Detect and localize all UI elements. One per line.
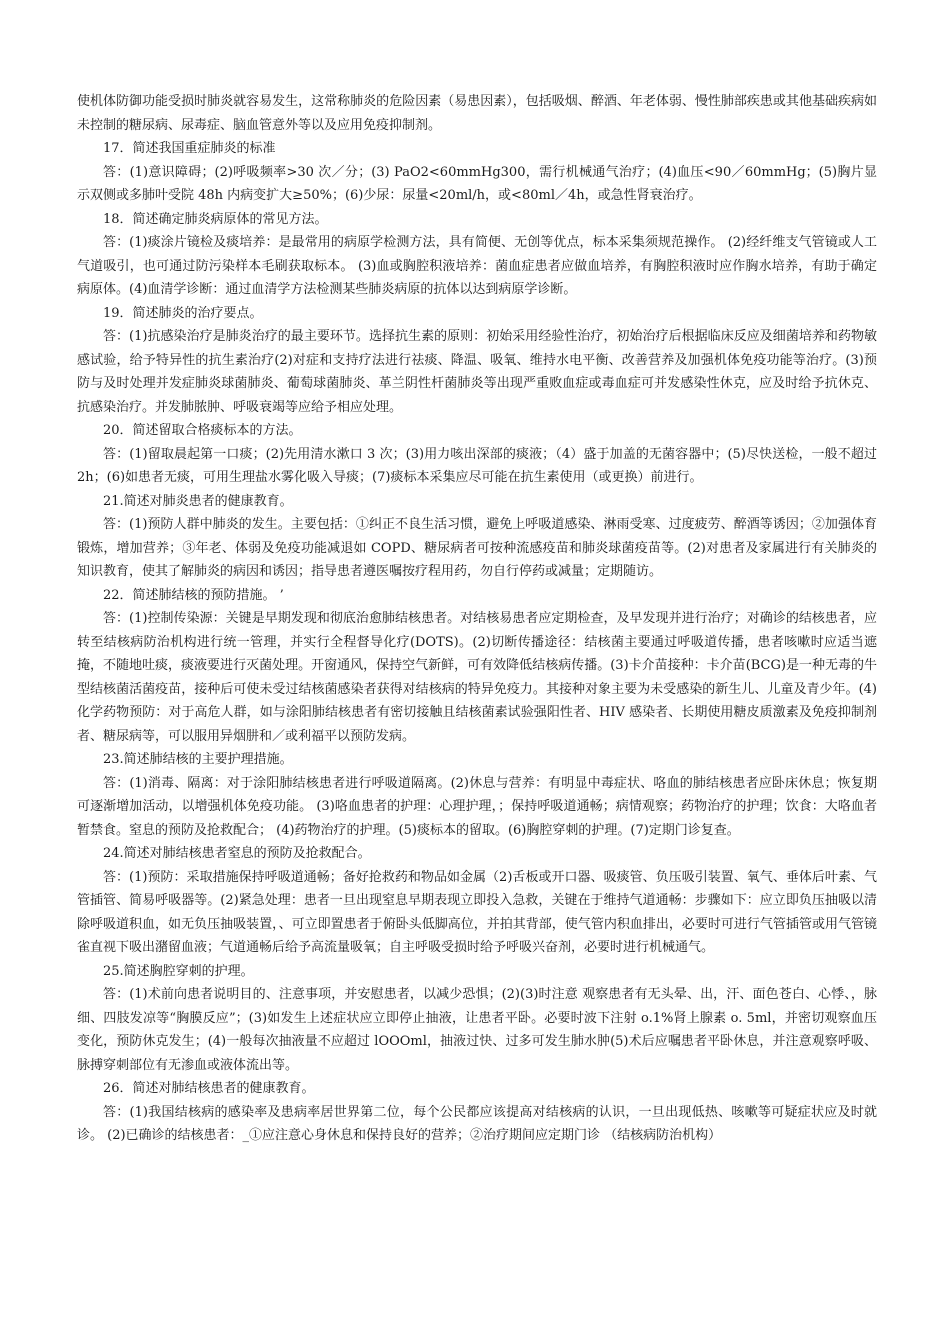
- document-page: [77, 90, 877, 1148]
- question-heading: 17．简述我国重症肺炎的标准: [103, 141, 276, 156]
- answer-paragraph: 答：(1)预防：采取措施保持呼吸道通畅；备好抢救药和物品如金属（2)舌板或开口器、吸痰管、负压吸引装置、氧气、垂体后叶素、气管插管、简易呼吸器等。(2)紧急处理：患者一旦出现窒息早期表现立即投入急救，关键在于维持气道通畅：步骤如下：应立即负压抽吸以清除呼吸道积血，如无负压抽吸装置，、可立即置患者于俯卧头低脚高位，并拍其背部，使气管内积血排出，必要时可进行气管插管或用气管镜雀直视下吸出潴留血液；气道通畅后给予高流量吸氧；自主呼吸受损时给予呼吸兴奋剂，必要时进行机械通气。: [77, 869, 877, 955]
- answer-paragraph: 答：(1)术前向患者说明目的、注意事项，并安慰患者，以减少恐惧；(2)(3)时注意 观察患者有无头晕、出，汗、面色苍白、心悸、，脉细、四肢发凉等“胸膜反应”；(3)如发生上述症状应立即停止抽液，让患者平卧。必要时波下注射 o.1%肾上腺素 o. 5ml，并密切观察血压变化，预防休克发生；(4)一般每次抽液量不应超过 lOOOml，抽液过快、过多可发生肺水肿(5)术后应嘱患者平卧休息，并注意观察呼吸、脉搏穿刺部位有无渗血或液体流出等。: [77, 987, 877, 1073]
- question-heading: 25.简述胸腔穿刺的护理。: [103, 963, 254, 979]
- question-heading: 23.简述肺结核的主要护理措施。: [103, 752, 293, 767]
- paragraph: 使机体防御功能受损时肺炎就容易发生，这常称肺炎的危险因素（易患因素），包括吸烟、醉酒、年老体弱、慢性肺部疾患或其他基础疾病如未控制的糖尿病、尿毒症、脑血管意外等以及应用免疫抑制剂。: [77, 94, 877, 133]
- answer-paragraph: 答：(1)抗感染治疗是肺炎治疗的最主要环节。选择抗生素的原则：初始采用经验性治疗，初始治疗后根据临床反应及细菌培养和药物敏感试验，给予特异性的抗生素治疗(2)对症和支持疗法进行祛痰、降温、吸氧、维持水电平衡、改善营养及加强机体免疫功能等治疗。(3)预防与及时处理并发症肺炎球菌肺炎、葡萄球菌肺炎、革兰阴性杆菌肺炎等出现严重败血症或毒血症可并发感染性休克，应及时给予抗休克、抗感染治疗。并发肺脓肿、呼吸衰竭等应给予相应处理。: [77, 329, 877, 415]
- question-heading: 19．简述肺炎的治疗要点。: [103, 305, 263, 321]
- question-heading: 26．简述对肺结核患者的健康教育。: [103, 1081, 315, 1096]
- answer-paragraph: 答：(1)痰涂片镜检及痰培养：是最常用的病原学检测方法，具有简便、无创等优点，标本采集须规范操作。 (2)经纤维支气管镜或人工气道吸引，也可通过防污染样本毛刷获取标本。 (3)血或胸腔积液培养：菌血症患者应做血培养，有胸腔积液时应作胸水培养，有助于确定病原体。(4)血清学诊断：通过血清学方法检测某些肺炎病原的抗体以达到病原学诊断。: [77, 235, 877, 297]
- answer-paragraph: 答：(1)消毒、隔离：对于涂阳肺结核患者进行呼吸道隔离。(2)休息与营养：有明显中毒症状、咯血的肺结核患者应卧床休息；恢复期可逐渐增加活动，以增强机体免疫功能。 (3)咯血患者的护理：心理护理，；保持呼吸道通畅；病情观察；药物治疗的护理；饮食：大咯血者暂禁食。窒息的预防及抢救配合； (4)药物治疗的护理。(5)痰标本的留取。(6)胸腔穿刺的护理。(7)定期门诊复查。: [77, 775, 877, 838]
- answer-paragraph: 答：(1)预防人群中肺炎的发生。主要包括：①纠正不良生活习惯，避免上呼吸道感染、淋雨受寒、过度疲劳、醉酒等诱因；②加强体育锻炼，增加营养；③年老、体弱及免疫功能减退如 COPD、糖尿病者可按种流感疫苗和肺炎球菌疫苗等。(2)对患者及家属进行有关肺炎的知识教育，使其了解肺炎的病因和诱因；指导患者遵医嘱按疗程用药，勿自行停药或减量；定期随访。: [77, 517, 877, 579]
- question-heading: 20．简述留取合格痰标本的方法。: [103, 423, 302, 438]
- question-heading: 18．简述确定肺炎病原体的常见方法。: [103, 211, 328, 227]
- answer-paragraph: 答：(1)留取晨起第一口痰；(2)先用清水漱口 3 次；(3)用力咳出深部的痰液；（4）盛于加盖的无菌容器中；(5)尽快送检，一般不超过 2h；(6)如患者无痰，可用生理盐水雾化吸入导痰；(7)痰标本采集应尽可能在抗生素使用（或更换）前进行。: [77, 446, 877, 485]
- question-heading: 24.简述对肺结核患者窒息的预防及抢救配合。: [103, 846, 371, 861]
- question-heading: 21.简述对肺炎患者的健康教育。: [103, 493, 293, 509]
- question-heading: 22．简述肺结核的预防措施。 ’: [103, 587, 284, 603]
- answer-paragraph: 答：(1)我国结核病的感染率及患病率居世界第二位，每个公民都应该提高对结核病的认识，一旦出现低热、咳嗽等可疑症状应及时就诊。 (2)已确诊的结核患者：_①应注意心身休息和保持良好的营养；②治疗期间应定期门诊 （结核病防治机构）: [77, 1104, 877, 1143]
- answer-paragraph: 答：(1)意识障碍；(2)呼吸频率>30 次／分；(3) PaO2<60mmHg300，需行机械通气治疗；(4)血压<90／60mmHg；(5)胸片显示双侧或多肺叶受院 48h 内病变扩大≥50%；(6)少尿：尿量<20ml/h，或<80ml／4h，或急性肾衰治疗。: [77, 164, 877, 203]
- answer-paragraph: 答：(1)控制传染源：关键是早期发现和彻底治愈肺结核患者。对结核易患者应定期检查，及早发现并进行治疗；对确诊的结核患者，应转至结核病防治机构进行统一管理，并实行全程督导化疗(DOTS)。(2)切断传播途径：结核菌主要通过呼吸道传播，患者咳嗽时应适当遮掩，不随地吐痰，痰液要进行灭菌处理。开窗通风，保持空气新鲜，可有效降低结核病传播。(3)卡介苗接种：卡介苗(BCG)是一种无毒的牛型结核菌活菌疫苗，接种后可使未受过结核菌感染者获得对结核病的特异免疫力。其接种对象主要为未受感染的新生儿、儿童及青少年。(4)化学药物预防：对于高危人群，如与涂阳肺结核患者有密切接触且结核菌素试验强阳性者、HIV 感染者、长期使用糖皮质激素及免疫抑制剂者、糖尿病等，可以服用异烟肼和／或利福平以预防发病。: [77, 611, 877, 744]
